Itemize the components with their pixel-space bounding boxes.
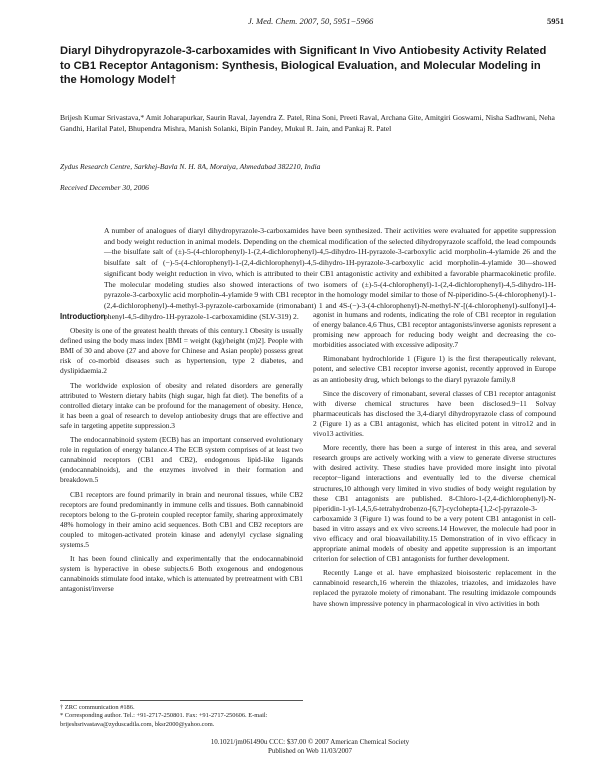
page-number: 5951 (547, 16, 564, 26)
right-column (313, 310, 556, 720)
author-list: Brijesh Kumar Srivastava,* Amit Joharapurkar, Saurin Raval, Jayendra Z. Patel, Rina Soni, Preeti Raval, Archana Gite, Amitgiri Goswami, Nisha Sadhwani, Neha Gandhi, Harilal Patel, Bhupendra Mishra, Manish Solanki, Bipin Pandey, Mukul R. Jain, and Pankaj R. Patel (60, 113, 555, 133)
paragraph: The worldwide explosion of obesity and related disorders are generally attributed to Western dietary habits (high sugar, high fat diet). The benefits of a controlled dietary intake can be profound for the management of obesity. Hence, it has been a goal of research to develop antiobesity drugs that are effective and safe in targeting appetite suppression.3 (60, 380, 303, 430)
footnote-communication: † ZRC communication #186. (60, 704, 135, 711)
abstract: A number of analogues of diaryl dihydropyrazole-3-carboxamides have been synthesized. Their activities were evaluated for appetite suppression and body weight reduction in animal models. Depending on the chemical modification of the selected dihydropyrazole scaffold, the lead compounds—the bisulfate salt of (±)-5-(4-chlorophenyl)-1-(2,4-dichlorophenyl)-4,5-dihydro-1H-pyrazole-3-carboxylic acid morpholin-4-ylamide 26 and the bisulfate salt of (−)-5-(4-chlorophenyl)-1-(2,4-dichlorophenyl)-4,5-dihydro-1H-pyrazole-3-carboxylic acid morpholin-4-ylamide 30—showed significant body weight reduction in vivo, which is attributed to their CB1 antagonistic activity and exhibited a favorable pharmacokinetic profile. The molecular modeling studies also showed interactions of two isomers of (±)-5-(4-chlorophenyl)-1-(2,4-dichlorophenyl)-4,5-dihydro-1H-pyrazole-3-carboxylic acid morpholin-4-ylamide 9 with CB1 receptor in the homology model similar to those of N-piperidino-5-(4-chlorophenyl)-1-(2,4-dichlorophenyl)-4-methyl-3-pyrazole-carboxamide (rimonabant) 1 and 4S-(−)-3-(4-chlorophenyl)-N-methyl-N′-[(4-chlorophenyl)-sulfonyl]-4-phenyl-4,5-dihydro-1H-pyrazole-1-carboxamidine (SLV-319) 2. (104, 226, 556, 321)
article-title: Diaryl Dihydropyrazole-3-carboxamides with Significant In Vivo Antiobesity Activity Related to CB1 Receptor Antagonism: Synthesis, Biological Evaluation, and Molecular Modeling in the Homology Model† (60, 45, 547, 86)
paragraph: Since the discovery of rimonabant, several classes of CB1 receptor antagonist with diverse chemical structures have been disclosed.9−11 Solvay pharmaceuticals has disclosed the 3,4-diaryl dihydropyrazole class of compound 2 (Figure 1) as a CB1 antagonist, which has elicited potent in vitro12 and in vivo13 activities. (313, 388, 556, 439)
publication-date: Published on Web 11/03/2007 (267, 747, 353, 755)
left-column (60, 312, 303, 692)
doi-block (60, 738, 560, 756)
paragraph: More recently, there has been a surge of interest in this area, and several research groups are actively working with a view to generate diverse structures with desired activity. These studies have provided more insight into pivotal receptor−ligand interactions and eventually led to the diverse chemical structures,10 although very limited in vivo studies of body weight regulation by these CB1 antagonists are published. 8-Chloro-1-(2,4-dichlorophenyl)-N-piperidin-1-yl-1,4,5,6-tetrahydrobenzo-[6,7]-cyclohepta-[1,2-c]-pyrazole-3-carboxamide 3 (Figure 1) was found to be a very potent CB1 antagonist in cell-based in vitro assays and ex vivo screens.14 However, the molecule had poor in vivo efficacy and oral bioavailability.15 Demonstration of in vivo efficacy in appropriate animal models of obesity and appetite suppression is an important criterion for selection of CB1 antagonists for further development. (313, 443, 556, 564)
affiliation: Zydus Research Centre, Sarkhej-Bavla N. H. 8A, Moraiya, Ahmedabad 382210, India (60, 162, 321, 171)
received-date: Received December 30, 2006 (60, 183, 149, 192)
paragraph: It has been found clinically and experimentally that the endocannabinoid system is hyperactive in obese subjects.6 Both exogenous and endogenous cannabinoids stimulate food intake, which is attenuated by pretreatment with CB1 antagonist/inverse (60, 554, 303, 594)
paragraph: The endocannabinoid system (ECB) has an important conserved evolutionary role in regulation of energy balance.4 The ECB system comprises of at least two cannabinoid receptors (CB1 and CB2), endogenous lipid-like ligands (endocannabinoids), and the enzymes involved in their formation and breakdown.5 (60, 435, 303, 485)
doi-line: 10.1021/jm061490u CCC: $37.00 © 2007 American Chemical Society (210, 738, 410, 746)
footnotes (60, 700, 303, 729)
paragraph: Rimonabant hydrochloride 1 (Figure 1) is the first therapeutically relevant, potent, and selective CB1 receptor inverse agonist, recently approved in Europe as an antiobesity drug, which belongs to the diaryl pyrazole family.8 (313, 354, 556, 384)
paragraph: Obesity is one of the greatest health threats of this century.1 Obesity is usually defined using the body mass index [BMI = weight (kg)/height (m)2]. People with BMI of 30 and above (27 and above for Chinese and Asian people) possess great risk of co-morbid diseases such as hypertension, type 2 diabetes, and dyslipidaemia.2 (60, 326, 303, 376)
section-heading-introduction: Introduction (60, 312, 106, 321)
paragraph: agonist in humans and rodents, indicating the role of CB1 receptor in regulation of energy balance.4,6 Thus, CB1 receptor antagonists/inverse agonists represent a promising new approach for reducing body weight and decreasing the co-morbidities associated with excessive adiposity.7 (313, 310, 556, 350)
journal-citation: J. Med. Chem. 2007, 50, 5951−5966 (248, 16, 374, 26)
paragraph: CB1 receptors are found primarily in brain and neuronal tissues, while CB2 receptors are found predominantly in immune cells and tissues. Both cannabinoid receptors belong to the G-protein coupled receptor family, sharing approximately 48% homology in their amino acid sequences. Both CB1 and CB2 receptors are coupled to mitogen-activated protein kinase and adenylyl cyclase signaling systems.5 (60, 489, 303, 549)
footnote-corresponding-author: * Corresponding author. Tel.: +91-2717-250801. Fax: +91-2717-250606. E-mail: brijeshsrivastava@zyduscadila.com, bksr2000@yahoo.com. (60, 712, 268, 728)
paragraph: Recently Lange et al. have emphasized bioisosteric replacement in the cannabinoid research,16 wherein the thiazoles, triazoles, and imidazoles have replaced the pyrazole moiety of rimonabant. The resulting imidazole compounds have shown impressive potency in pharmacological in vivo activities in both (313, 568, 556, 608)
running-head (60, 16, 564, 30)
